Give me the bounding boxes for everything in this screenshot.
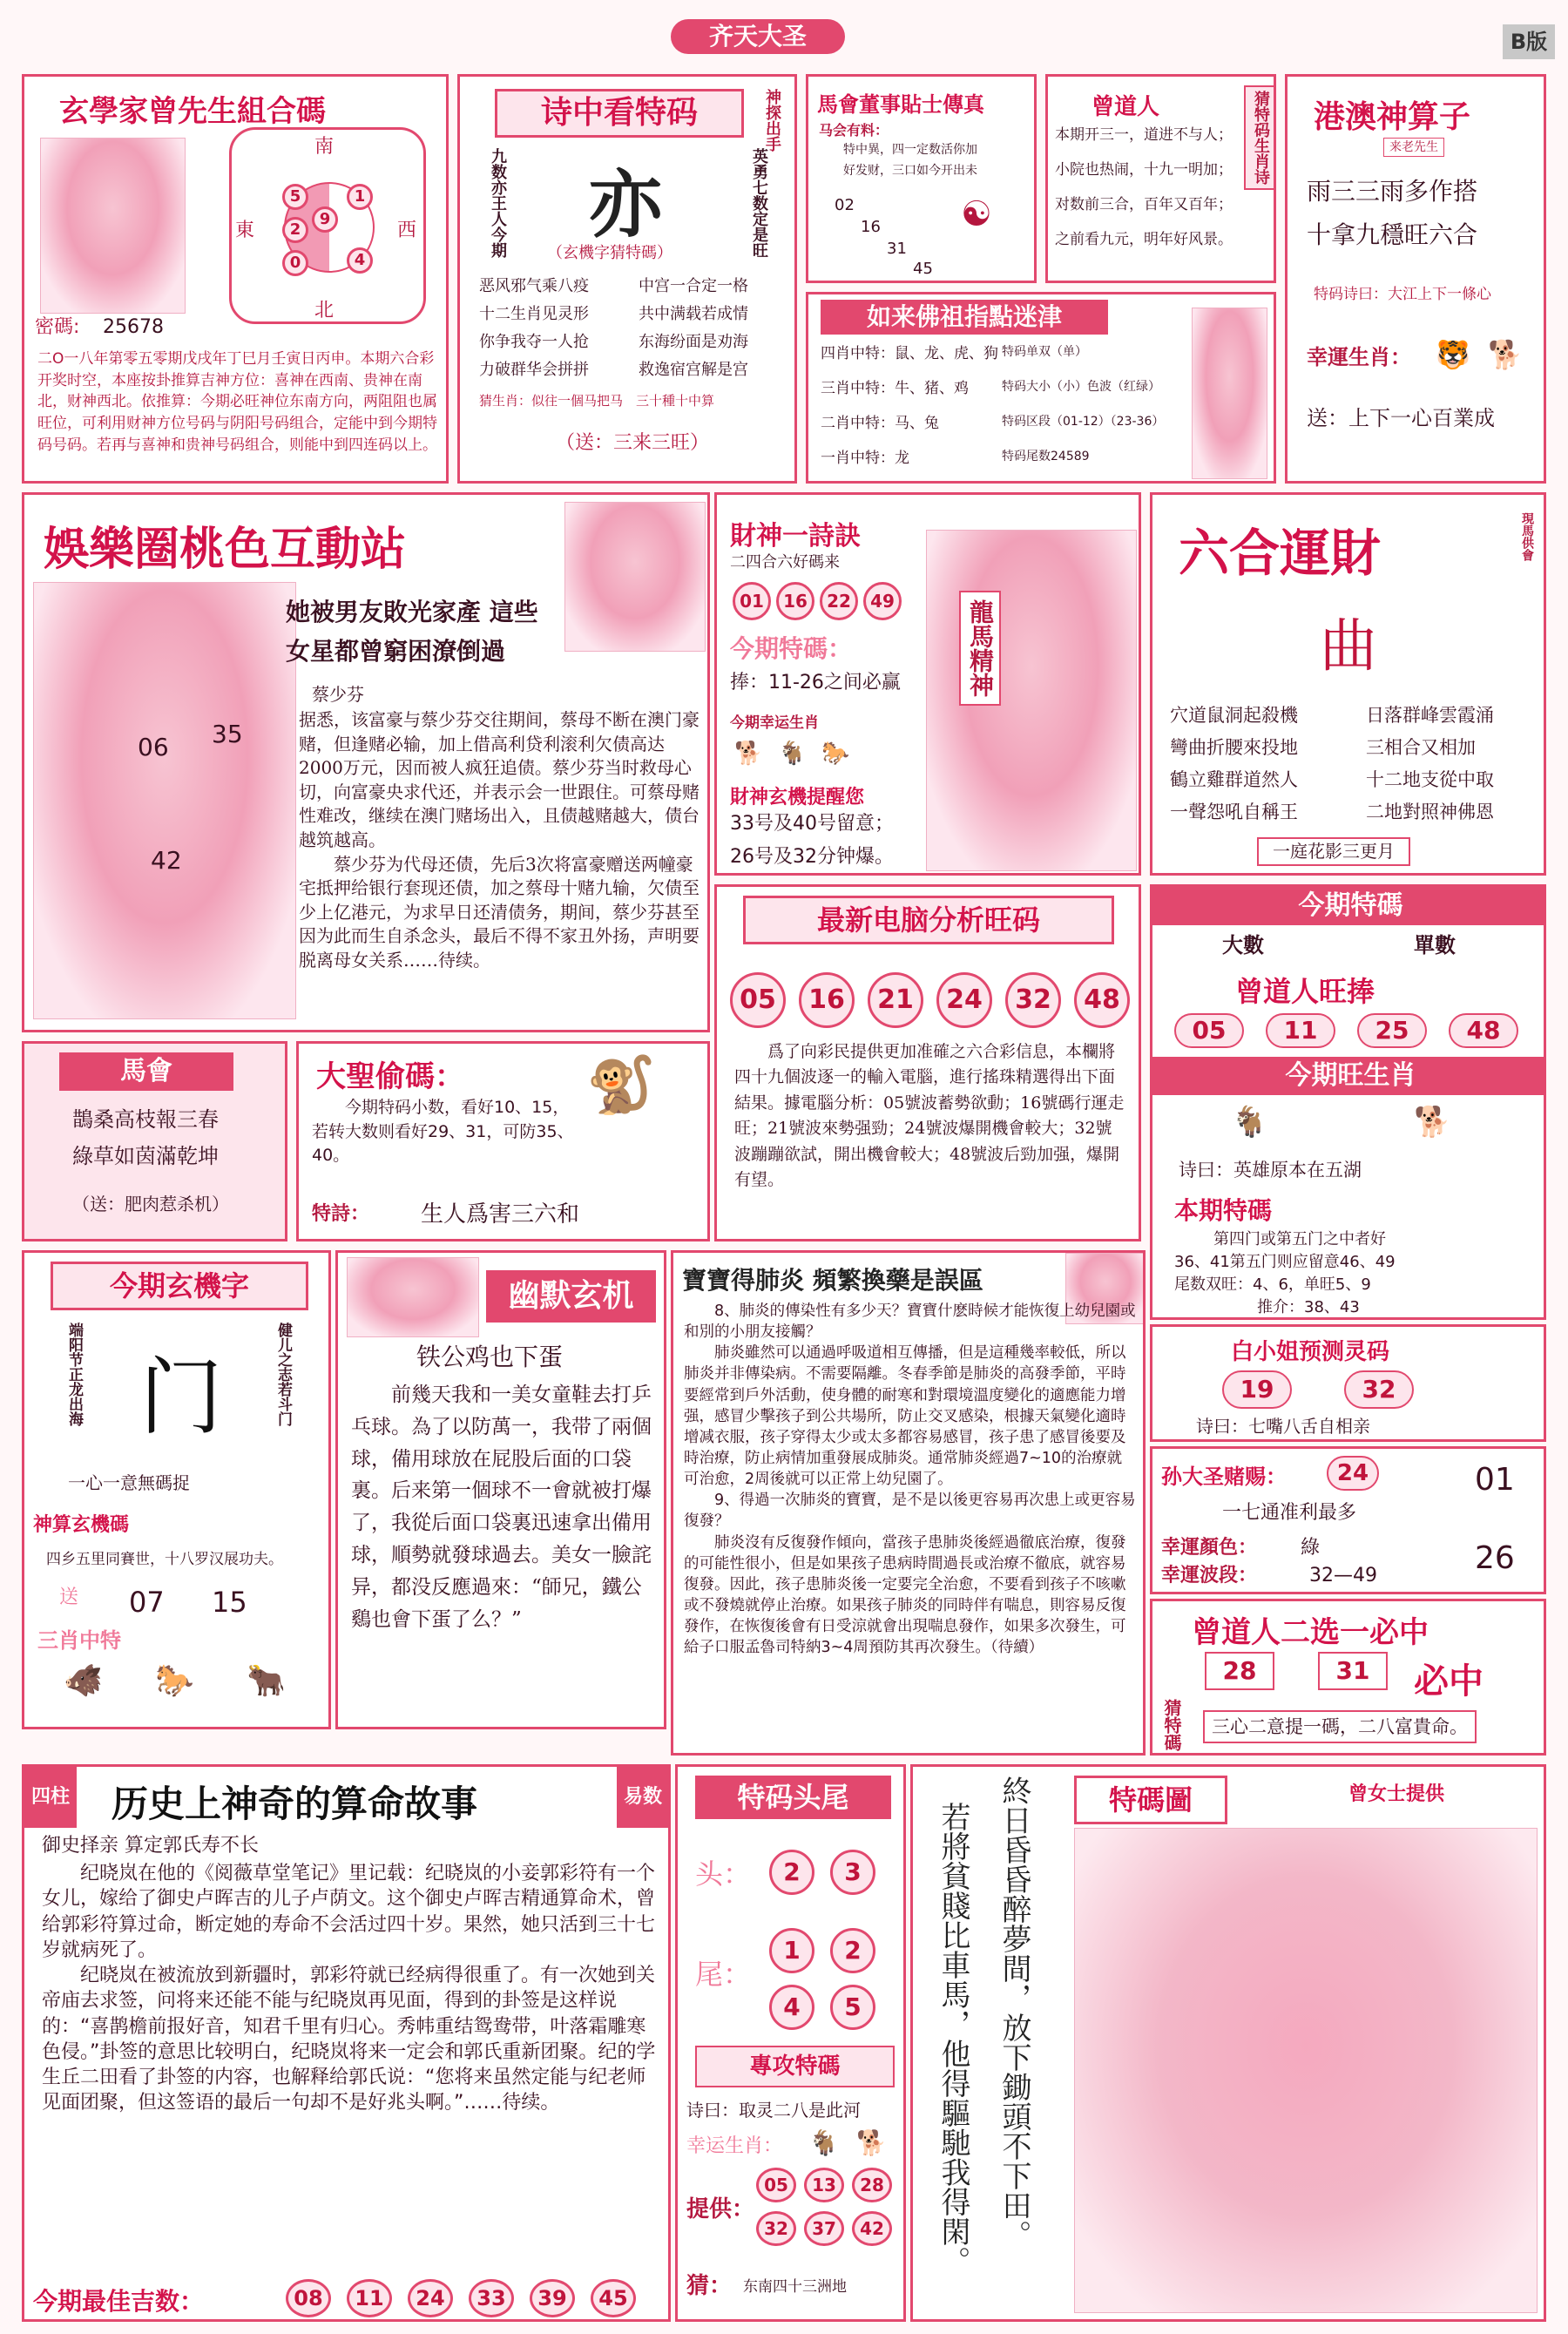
xuanji-title: 今期玄機字 [51,1262,308,1310]
compass-south: 南 [314,136,335,158]
dog-icon: 🐕 [856,2128,887,2157]
computer-num-6: 48 [1074,972,1130,1028]
lung-body: 8、肺炎的傳染性有多少天？寶寶什麽時候才能恢復上幼兒園或和別的小朋友接觸？ 肺炎雖然可以通過呼吸道相互傳播，但是這種幾率較低，所以肺炎并非傳染病。不需要隔離。冬春季節是肺炎的高發季節，平時要經常到戶外活動，使身體的耐寒和對環境溫度變化的適應能力增强，感冒少擊孩子到公共場所，防止交叉感染，根據天氣變化適時增减衣服，孩子穿得太少或太多都容易感冒，孩子患了感冒後要及時治療，防止病情加重發展成肺炎。通常肺炎經過7~10的治療就可治愈，2周後就可以正常上幼兒園了。 9、得過一次肺炎的寶寶，是不是以後更容易再次患上或更容易復發？ 肺炎沒有反復發作傾向，當孩子患肺炎後經過徹底治療，復發的可能性很小，但是如果孩子患病時間過長或治療不徹底，就容易復發。因此，孩子患肺炎後一定要完全治愈，不要看到孩子不咳嗽或不發燒就停止治療。如果孩子肺炎的同時伴有喘息，則容易反復發作，在恢復後會有日受涼就會出現喘息發作，如果多次發生，可給子口服孟魯司特納3~4周預防其再次發生。（待續） [684,1302,1136,1657]
ent-name: 蔡少芬 [312,684,364,705]
computer-body: 爲了向彩民提供更加准確之六合彩信息，本欄將四十九個波逐一的輸入電腦，進行搖珠精選得出下面結果。據電腦分析：05號波蓄勢欲動；16號碼行運走旺；21號波來勢强勁；24號波爆開機會較大；32號波蹦蹦欲試，開出機會較大；48號波后勁加强，爆開有望。 [734,1042,1125,1190]
poem-line-7: 东海纷面是劝海 [639,333,748,351]
best-num-3: 24 [408,2279,453,2317]
goat-icon: 🐐 [1231,1105,1268,1140]
zeng2-must: 必中 [1414,1661,1484,1701]
humor-headline: 铁公鸡也下蛋 [416,1343,564,1371]
xiaojie-num-2: 32 [1344,1370,1414,1409]
mahui-send: （送：肥肉惹杀机） [72,1194,229,1214]
history-sub: 御史择亲 算定郭氏寿不长 [42,1835,259,1857]
code-label: 密碼: [35,316,80,338]
poem-right-vertical: 英勇七数定是旺 [750,148,768,258]
today-spec-title: 本期特碼 [1174,1196,1273,1225]
xuanji-foot: 一心一意無碼捉 [68,1472,190,1493]
history-best-label: 今期最佳吉数： [33,2287,205,2316]
tips-sub: 马会有料： [819,122,889,139]
zeng2-num-1: 28 [1205,1652,1274,1690]
zengdaoren-title: 曾道人 [1092,94,1160,120]
poem-line-5: 中宫一合定一格 [639,277,748,295]
liuhe-line-5: 日落群峰雲霞涌 [1366,705,1494,726]
poem-send: （送：三来三旺） [556,432,710,454]
today-spec-4: 推介：38、43 [1257,1298,1360,1316]
rulai-right-4: 特码尾数24589 [1002,450,1090,463]
offer-num-2: 13 [804,2168,844,2202]
mahui-line-2: 綠草如茵滿乾坤 [72,1144,219,1168]
history-tag-left: 四柱 [24,1767,77,1828]
tail-num-2: 2 [830,1928,875,1973]
gangao-title: 港澳神算子 [1314,99,1471,135]
poem-line-4: 力破群华会拼拼 [479,361,589,379]
compass-num-5: 0 [282,250,308,276]
xuanxue-panel [22,74,449,484]
history-body: 纪晓岚在他的《阅薇草堂笔记》里记载：纪晓岚的小妾郭彩符有一个女儿，嫁给了御史卢晖吉的儿子卢荫文。这个御史卢晖吉精通算命术，曾给郭彩符算过命，断定她的寿命不会活过四十岁。果然，她只活到三十七岁就病死了。 纪晓岚在被流放到新疆时，郭彩符就已经病得很重了。有一次她到关帝庙去求签，问将来还能不能与纪晓岚再见面，得到的卦签是这样说的：“喜鹊檐前报好音，知君千里有归心。秀帏重结鸳鸯带，叶落霜雕寒色侵。”卦签的意思比较明白，纪晓岚将来一定会和郭氏重新团聚。纪的学生丘二田看了卦签的内容，也解释给郭氏说：“您将来虽然定能与纪老师见面团聚，但这签语的最后一句却不是好兆头啊。”……待续。 [42,1863,656,2114]
today-num-2: 11 [1266,1013,1335,1048]
gangao-line-1: 雨三三雨多作搭 [1307,177,1478,206]
zodiac-sketch-icon: ☯ [961,194,992,234]
today-bar: 曾道人旺捧 [1235,975,1375,1008]
humor-body: 前幾天我和一美女童鞋去打乒乓球。為了以防萬一，我带了兩個球，備用球放在屁股后面的口袋裏。后来第一個球不一會就被打爆了，我從后面口袋裏迅速拿出備用球，順勢就發球過去。美女一臉詫异，都没反應過來：“師兄，鐵公鷄也會下蛋了么？” [351,1383,652,1631]
gangao-send: 送：上下一心百業成 [1307,406,1495,430]
liuhe-line-3: 鶴立雞群道然人 [1170,769,1298,790]
rulai-row-3: 二肖中特：马、兔 [821,415,939,432]
xuanji-calc-title: 神算玄機碼 [33,1514,130,1536]
zeng2-line: 三心二意提一碼，二八富貴命。 [1203,1710,1477,1743]
caishen-num-4: 49 [863,582,902,620]
best-num-2: 11 [347,2279,392,2317]
headtail-title: 特码头尾 [695,1776,891,1819]
head-num-2: 3 [830,1850,875,1895]
poem-line-2: 十二生肖见灵形 [479,305,589,323]
tips-panel [806,74,1037,283]
portrait-photo [40,138,186,314]
today-num-3: 25 [1357,1013,1427,1048]
best-num-4: 33 [469,2279,514,2317]
poem-title: 诗中看特码 [495,89,744,138]
rulai-row-2: 三肖中特：牛、猪、鸡 [821,380,969,397]
today-col-1: 大數 [1222,933,1264,957]
horse-icon: 🐎 [155,1663,194,1699]
today-spec-1: 第四门或第五门之中者好 [1213,1230,1386,1248]
xuanji-num-1: 07 [129,1586,165,1619]
xuanji-panel [22,1250,331,1729]
dog-icon: 🐕 [734,741,763,767]
compass-north: 北 [314,300,335,321]
dog-icon: 🐕 [1414,1105,1451,1140]
today-title: 今期特碼 [1152,887,1546,925]
offer-num-3: 28 [852,2168,892,2202]
rulai-right-2: 特码大小（小）色波（红绿） [1002,380,1160,394]
computer-num-4: 24 [936,972,992,1028]
today-col-2: 單數 [1414,933,1456,957]
xiaojie-num-1: 19 [1222,1370,1292,1409]
poem-left-vertical: 九数亦王人今期 [489,148,507,258]
dog-icon: 🐕 [1488,338,1523,371]
dasheng-body: 今期特码小数，看好10、15，若转大数则看好29、31，可防35、40。 [312,1098,574,1166]
chart-col-2: 終日昏昏醉夢間，放下鋤頭不下田。 [997,1776,1031,2249]
lung-panel [671,1250,1146,1756]
tips-num-2: 16 [861,218,881,236]
xuanji-right-vertical: 健儿之志若斗门 [274,1323,292,1426]
ent-num-3: 42 [151,846,182,875]
mahui-title: 馬會 [59,1052,233,1091]
chart-title: 特碼圖 [1074,1776,1227,1824]
mahui-panel [22,1041,287,1241]
ent-headline-1: 她被男友敗光家產 這些 [286,598,538,626]
headtail-panel [675,1764,906,2322]
liuhe-char: 曲 [1320,612,1377,680]
mahui-line-1: 鵲桑高枝報三春 [72,1107,219,1132]
tips-line-1: 特中異，四一定数活你加 [843,143,977,157]
ent-num-1: 06 [138,733,169,761]
liuhe-corner: 現馬供會 [1520,512,1534,561]
zeng2-guess: 猜特碼 [1161,1699,1182,1751]
history-title: 历史上神奇的算命故事 [112,1783,478,1825]
header-title: 齐天大圣 [671,19,845,54]
head-num-1: 2 [769,1850,814,1895]
rulai-panel [806,292,1276,484]
sundasheng-color: 綠 [1301,1537,1321,1559]
caishen-line: 二四合六好碼来 [730,553,840,572]
headtail-poem: 诗曰：取灵二八是此河 [686,2100,861,2121]
zeng2-title: 曾道人二选一必中 [1192,1615,1429,1650]
history-panel [22,1764,671,2322]
tips-line-2: 好发财，三口如今开出未 [843,164,977,178]
caishen-num-3: 22 [820,582,858,620]
poem-line-6: 共中满载若成情 [639,305,748,323]
today-panel [1150,884,1546,1320]
tips-title: 馬會董事貼士傳真 [817,92,984,117]
poem-sub: （玄機字猜特碼） [547,244,672,262]
offer-num-5: 37 [804,2211,844,2246]
ent-model-photo [33,582,296,1019]
compass-num-4: 2 [282,217,308,243]
gangao-lucky-label: 幸運生肖： [1307,345,1411,369]
liuhe-line-2: 彎曲折腰來投地 [1170,737,1298,758]
xiaojie-panel [1150,1324,1546,1442]
sundasheng-side-1: 01 [1475,1462,1515,1498]
xuanji-left-vertical: 端阳节正龙出海 [65,1323,83,1426]
gangao-panel [1285,74,1546,484]
computer-num-3: 21 [868,972,923,1028]
today-poem: 诗曰：英雄原本在五湖 [1179,1160,1362,1181]
goat-icon: 🐐 [778,741,807,767]
compass-num-6: 4 [347,247,373,274]
computer-num-2: 16 [799,972,855,1028]
xiaojie-title: 白小姐预测灵码 [1231,1339,1390,1365]
rulai-row-1: 四肖中特：鼠、龙、虎、狗 [821,345,998,362]
offer-num-1: 05 [756,2168,796,2202]
boar-icon: 🐗 [64,1663,103,1699]
computer-title: 最新电脑分析旺码 [743,896,1114,944]
chart-provider: 曾女士提供 [1348,1783,1445,1805]
xuanxue-title: 玄學家曾先生組合碼 [59,94,326,129]
gangao-sub: 来老先生 [1383,138,1444,157]
humor-title: 幽默玄机 [486,1270,656,1323]
poem-big-char: 亦 [588,161,662,247]
zeng2-num-2: 31 [1318,1652,1388,1690]
bagua-compass [229,127,426,324]
offer-num-4: 32 [756,2211,796,2246]
caishen-hint-1: 33号及40号留意； [730,813,894,835]
dasheng-poem-label: 特詩： [312,1203,370,1225]
chart-illustration [1074,1828,1538,2313]
headtail-tail-label: 尾： [695,1958,752,1991]
poem-line-1: 恶风邪气乘八疫 [479,277,589,295]
edition-badge: B版 [1503,24,1555,59]
compass-west: 西 [397,220,417,241]
zeng2-panel [1150,1599,1546,1756]
zengdaoren-panel [1045,74,1276,283]
caishen-lucky: 今期幸运生肖 [730,714,819,732]
humor-cartoon [347,1257,479,1337]
tiger-icon: 🐯 [1436,338,1470,371]
horse-icon: 🐎 [821,741,850,767]
ent-panel [22,492,710,1032]
goat-icon: 🐐 [808,2128,839,2157]
caishen-spec-title: 今期特碼： [730,634,853,663]
zengdaoren-line-3: 对数前三合，百年又百年； [1055,196,1233,213]
tail-num-4: 5 [830,1985,875,2030]
today-num-1: 05 [1174,1013,1244,1048]
lung-title: 寶寶得肺炎 頻繁換藥是誤區 [682,1266,983,1295]
xuanji-num-2: 15 [212,1586,247,1619]
best-num-1: 08 [286,2279,331,2317]
tail-num-1: 1 [769,1928,814,1973]
rulai-right-3: 特码区段（01-12）（23-36） [1002,415,1165,429]
poem-line-3: 你争我夺一人抢 [479,333,589,351]
liuhe-panel [1150,492,1546,876]
ent-num-2: 35 [212,720,243,748]
sundasheng-wave-label: 幸運波段： [1161,1565,1258,1586]
caishen-scroll: 龍馬精神 [959,591,1001,706]
ent-body: 据悉，该富豪与蔡少芬交往期间，蔡母不断在澳门豪赌，但逢赌必输，加上借高利贷利滚利欠债高达2000万元，因而被人疯狂追债。蔡少芬当时救母心切，向富豪央求代还，并表示会一世跟住。可蔡母赌性难改，继续在澳门赌场出入，且债越赌越大，债台越筑越高。 蔡少芬为代母还债，先后3次将富豪赠送两幢豪宅抵押给银行套现还债，加之蔡母十赌九输，欠债至少上亿港元，为求早日还清债务，期间，蔡少芬甚至因为此而生自杀念头，最后不得不家丑外扬，声明要脱离母女关系……待续。 [299,709,700,971]
tips-num-4: 45 [913,260,933,278]
zengdaoren-side: 猜特码生肖诗 [1244,85,1276,190]
ent-portrait-photo [564,502,706,652]
caishen-title: 財神一詩訣 [730,521,861,551]
rulai-title: 如来佛祖指點迷津 [821,300,1108,335]
headtail-guess-label: 猜： [686,2273,733,2299]
headtail-head-label: 头： [695,1857,752,1891]
tail-num-3: 4 [769,1985,814,2030]
headtail-lucky: 幸运生肖： [686,2135,783,2157]
compass-east: 東 [235,220,255,241]
sundasheng-num: 24 [1327,1456,1379,1491]
xuanji-calc-line: 四乡五里同賽世，十八罗汉展功夫。 [46,1551,283,1568]
caishen-image [926,530,1137,871]
liuhe-line-7: 十二地支從中取 [1366,769,1494,790]
xiaojie-poem: 诗曰：七嘴八舌自相亲 [1196,1416,1370,1437]
zengdaoren-line-4: 之前看九元，明年好风景。 [1055,231,1233,248]
today-spec-3: 尾数双旺：4、6，单旺5、9 [1174,1275,1371,1294]
liuhe-title: 六合運財 [1179,524,1382,583]
headtail-attack: 專攻特碼 [695,2046,895,2087]
headtail-offer-label: 提供： [686,2196,755,2222]
caishen-panel [714,492,1141,876]
sundasheng-color-label: 幸運顏色： [1161,1537,1258,1559]
best-num-6: 45 [591,2279,636,2317]
liuhe-line-8: 二地對照神佛恩 [1366,802,1494,822]
sundasheng-line: 一七通准利最多 [1222,1502,1357,1524]
today-num-4: 48 [1449,1013,1518,1048]
tips-num-1: 02 [835,196,855,214]
buddha-image [1192,308,1267,479]
tips-num-3: 31 [887,240,907,258]
history-tag-right: 易数 [617,1767,669,1828]
gangao-line-2: 十拿九穩旺六合 [1307,220,1478,249]
humor-panel [335,1250,666,1729]
today-spec-2: 36、41第五门则应留意46、49 [1174,1253,1396,1271]
dasheng-title: 大聖偷碼： [316,1059,464,1094]
liuhe-foot: 一庭花影三更月 [1257,837,1410,866]
xuanxue-body: 二O一八年第零五零期戊戌年丁巳月壬寅日丙申。本期六合彩开奖时空，本座按卦推算吉神方位：喜神在西南、贵神在南北，财神西北。依推算：今期必旺神位东南方向，两阻阻也属旺位，可利用财神方位号码与阴阳号码组合，定能中到今期特码号码。若再与喜神和贵神号码组合，则能中到四连码以上。 [37,350,437,454]
caishen-spec: 捧：11-26之间必赢 [730,672,901,693]
ent-headline-2: 女星都曾窮困潦倒過 [286,637,506,666]
sundasheng-panel [1150,1446,1546,1594]
computer-num-1: 05 [730,972,786,1028]
sundasheng-side-2: 26 [1475,1540,1515,1576]
zengdaoren-line-2: 小院也热闹，十九一明加； [1055,161,1233,179]
sundasheng-title: 孙大圣赌赐： [1161,1465,1287,1489]
caishen-num-1: 01 [733,582,771,620]
headtail-guess: 东南四十三洲地 [743,2278,847,2296]
poem-hint: 猜生肖：似往一個马把马 三十種十中算 [479,393,715,409]
gangao-poem: 特码诗曰：大江上下一條心 [1314,286,1491,303]
computer-panel [714,884,1141,1241]
liuhe-line-6: 三相合又相加 [1366,737,1476,758]
compass-num-1: 5 [282,184,308,210]
monkey-king-icon: 🐒 [586,1053,656,1118]
caishen-hint-title: 財神玄機提醒您 [730,787,865,808]
sundasheng-wave: 32—49 [1309,1565,1377,1586]
poem-panel [457,74,797,484]
zengdaoren-line-1: 本期开三一，道进不与人； [1055,126,1233,144]
rulai-right-1: 特码单双（单） [1002,345,1087,359]
xuanji-char: 门 [139,1349,223,1446]
ox-icon: 🐂 [247,1663,286,1699]
compass-num-3: 1 [347,184,373,210]
ent-title: 娛樂圈桃色互動站 [44,524,407,576]
chart-col-1: 若將貧賤比車馬，他得驅馳我得閑。 [936,1802,970,2276]
offer-num-6: 42 [852,2211,892,2246]
dasheng-panel [296,1041,710,1241]
caishen-num-2: 16 [776,582,814,620]
liuhe-line-4: 一聲怨吼自稱王 [1170,802,1298,822]
rulai-row-4: 一肖中特：龙 [821,450,909,467]
xuanji-send: 送 [59,1586,79,1608]
poem-line-8: 救逸宿宫解是宫 [639,361,748,379]
caishen-hint-2: 26号及32分钟爆。 [730,846,894,868]
best-num-5: 39 [530,2279,575,2317]
today-zodiac-title: 今期旺生肖 [1152,1057,1546,1095]
liuhe-line-1: 穴道鼠洞起殺機 [1170,705,1298,726]
compass-num-2: 9 [312,206,338,233]
dasheng-poem: 生人爲害三六和 [421,1201,580,1228]
chart-panel [910,1764,1546,2322]
xuanji-three: 三肖中特 [37,1628,121,1653]
code-value: 25678 [103,316,164,338]
computer-num-5: 32 [1005,972,1061,1028]
poem-side: 神探出手 [763,89,781,152]
